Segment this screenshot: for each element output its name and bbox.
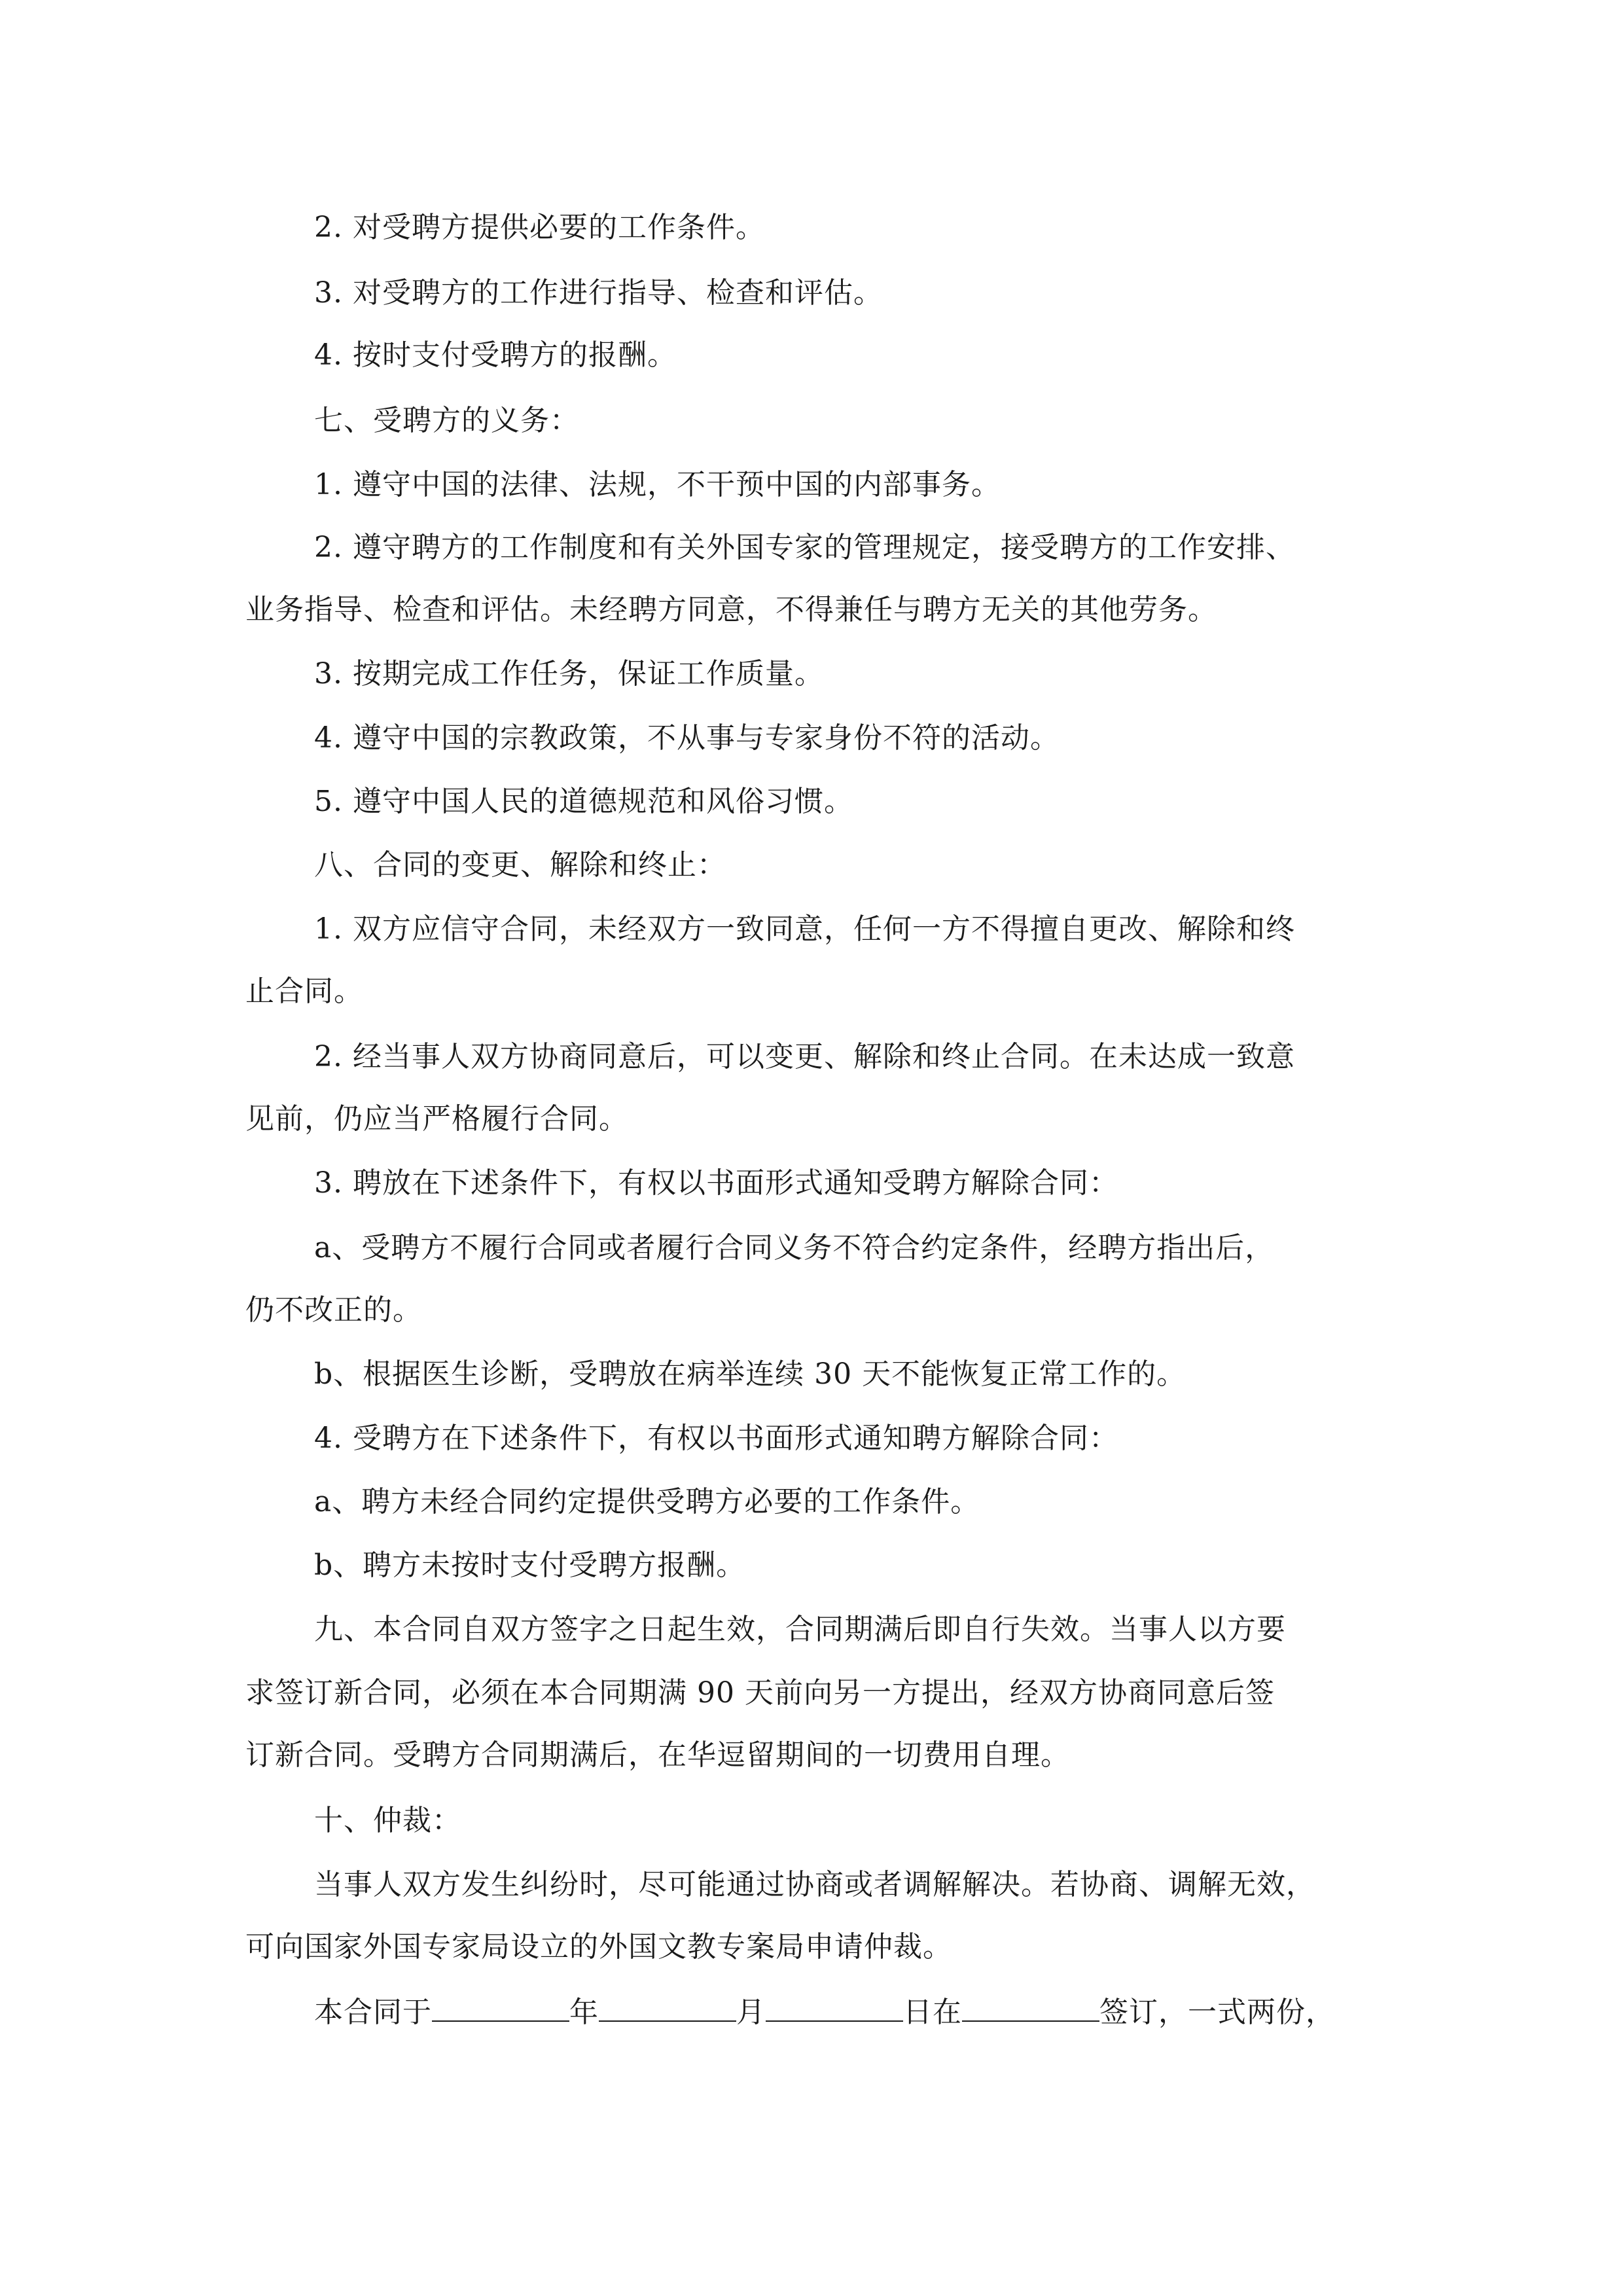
year-label: 年 [569, 1996, 599, 2029]
paragraph-line: 可向国家外国专家局设立的外国文教专案局申请仲裁。 [245, 1930, 952, 1964]
month-blank [599, 1992, 736, 2022]
section-heading: 八、合同的变更、解除和终止： [314, 848, 726, 882]
signing-suffix: 签订，一式两份， [1099, 1996, 1335, 2029]
paragraph-line: 5. 遵守中国人民的道德规范和风俗习惯。 [314, 785, 853, 818]
place-blank [962, 1992, 1099, 2022]
paragraph-line: 业务指导、检查和评估。未经聘方同意，不得兼任与聘方无关的其他劳务。 [245, 593, 1217, 626]
paragraph-line: 3. 对受聘方的工作进行指导、检查和评估。 [314, 276, 883, 310]
paragraph-line: 仍不改正的。 [245, 1293, 422, 1327]
paragraph-line: 4. 按时支付受聘方的报酬。 [314, 338, 677, 372]
section-heading: 九、本合同自双方签字之日起生效，合同期满后即自行失效。当事人以方要 [314, 1613, 1286, 1646]
year-blank [432, 1992, 569, 2022]
paragraph-line: a、受聘方不履行合同或者履行合同义务不符合约定条件，经聘方指出后， [314, 1231, 1275, 1265]
paragraph-line: b、聘方未按时支付受聘方报酬。 [314, 1549, 746, 1582]
paragraph-line: 当事人双方发生纠纷时，尽可能通过协商或者调解解决。若协商、调解无效， [314, 1868, 1315, 1901]
paragraph-line: b、根据医生诊断，受聘放在病举连续 30 天不能恢复正常工作的。 [314, 1357, 1186, 1391]
paragraph-line: 2. 对受聘方提供必要的工作条件。 [314, 211, 765, 244]
day-blank [766, 1992, 903, 2022]
paragraph-line: 订新合同。受聘方合同期满后，在华逗留期间的一切费用自理。 [245, 1738, 1070, 1772]
paragraph-line: 1. 双方应信守合同，未经双方一致同意，任何一方不得擅自更改、解除和终 [314, 912, 1295, 946]
day-place-label: 日在 [903, 1996, 962, 2029]
paragraph-line: a、聘方未经合同约定提供受聘方必要的工作条件。 [314, 1485, 980, 1518]
paragraph-line: 4. 遵守中国的宗教政策，不从事与专家身份不符的活动。 [314, 721, 1060, 755]
section-heading: 七、受聘方的义务： [314, 404, 579, 437]
signing-line [314, 1992, 1335, 2032]
paragraph-line: 2. 遵守聘方的工作制度和有关外国专家的管理规定，接受聘方的工作安排、 [314, 531, 1295, 564]
signing-prefix: 本合同于 [314, 1996, 432, 2029]
paragraph-line: 求签订新合同，必须在本合同期满 90 天前向另一方提出，经双方协商同意后签 [245, 1676, 1275, 1710]
paragraph-line: 3. 按期完成工作任务，保证工作质量。 [314, 657, 824, 691]
month-label: 月 [736, 1996, 766, 2029]
paragraph-line: 2. 经当事人双方协商同意后，可以变更、解除和终止合同。在未达成一致意 [314, 1040, 1295, 1073]
paragraph-line: 见前，仍应当严格履行合同。 [245, 1102, 628, 1136]
paragraph-line: 1. 遵守中国的法律、法规，不干预中国的内部事务。 [314, 468, 1001, 501]
paragraph-line: 3. 聘放在下述条件下，有权以书面形式通知受聘方解除合同： [314, 1166, 1118, 1200]
paragraph-line: 止合同。 [245, 975, 363, 1008]
section-heading: 十、仲裁： [314, 1804, 461, 1837]
paragraph-line: 4. 受聘方在下述条件下，有权以书面形式通知聘方解除合同： [314, 1422, 1118, 1455]
